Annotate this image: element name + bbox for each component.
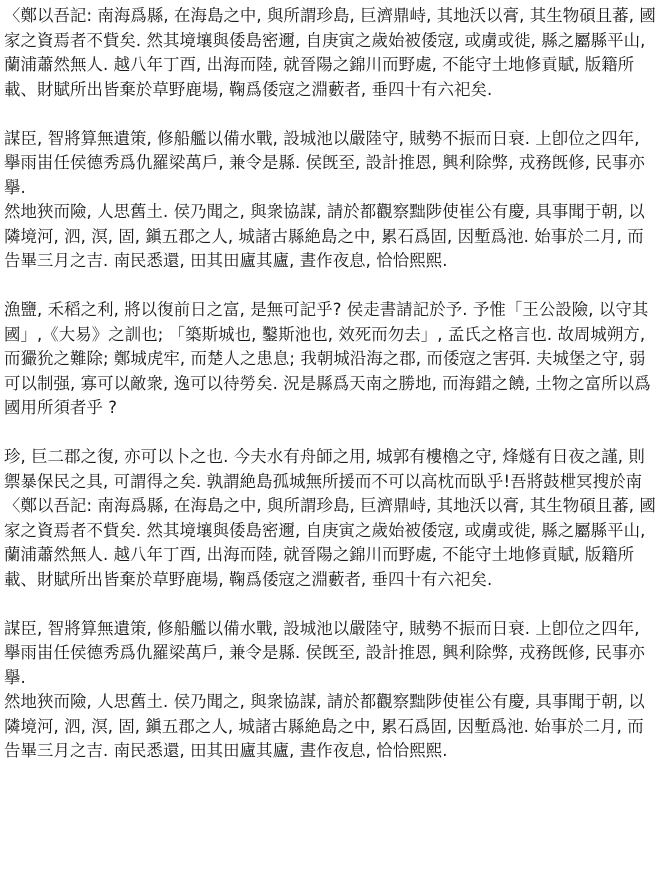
paragraph-gap: [4, 274, 656, 299]
paragraph-gap: [4, 421, 656, 446]
paragraph-3: 然地狹而險, 人思舊土. 侯乃聞之, 與衆協謀, 請於都觀察黜陟使崔公有慶, 具事聞于朝, 以隣境河, 泗, 溟, 固, 鎭五郡之人, 城諸古縣絶島之中, 累石爲固, 因塹爲池. 始事於二月, 而告畢三月之吉. 南民悉還, 田其田廬其廬, 晝作夜息, 恰恰熙熙.: [4, 202, 645, 270]
paragraph-gap: [4, 102, 656, 127]
paragraph-5: 珍, 巨二郡之復, 亦可以卜之也. 今夫水有舟師之用, 城郭有樓櫓之守, 烽燧有日夜之謹, 則禦暴保民之具, 可謂得之矣. 孰謂絶島孤城無所援而不可以高枕而臥乎!吾將鼓枻冥搜於南〈鄭以吾記: 南海爲縣, 在海島之中, 與所謂珍島, 巨濟鼎峙, 其地沃以膏, 其生物碩且蕃, 國家之資焉者不貲矣. 然其境壤與倭島密邇, 自庚寅之歲始被倭寇, 或虜或徙, 縣之屬縣平山, 蘭浦蕭然無人. 越八年丁酉, 出海而陸, 就晉陽之錦川而野處, 不能守土地修貢賦, 版籍所載、財賦所出皆棄於草野鹿場, 鞠爲倭寇之淵藪者, 垂四十有六祀矣.: [4, 447, 656, 589]
paragraph-2: 謀臣, 智將算無遺策, 修船艦以備水戰, 設城池以嚴陸守, 賊勢不振而日衰. 上卽位之四年, 擧雨峀任侯德秀爲仇羅梁萬戶, 兼令是縣. 侯旣至, 設計推恩, 興利除弊, 戎務旣修, 民事亦擧.: [4, 128, 645, 197]
paragraph-4: 漁鹽, 禾稻之利, 將以復前日之富, 是無可記乎? 侯走書請記於予. 予惟「王公設險, 以守其國」,《大易》之訓也; 「築斯城也, 鑿斯池也, 效死而勿去」, 孟氏之格言也. 故周城朔方, 而玁狁之難除; 鄭城虎牢, 而楚人之患息; 我朝城沿海之郡, 而倭寇之害弭. 夫城堡之守, 弱可以制强, 寡可以敵衆, 逸可以待勞矣. 況是縣爲天南之勝地, 而海錯之饒, 土物之富所以爲國用所須者乎 ?: [4, 300, 651, 417]
paragraph-7: 然地狹而險, 人思舊土. 侯乃聞之, 與衆協謀, 請於都觀察黜陟使崔公有慶, 具事聞于朝, 以隣境河, 泗, 溟, 固, 鎭五郡之人, 城諸古縣絶島之中, 累石爲固, 因塹爲池. 始事於二月, 而告畢三月之吉. 南民悉還, 田其田廬其廬, 晝作夜息, 恰恰熙熙.: [4, 692, 645, 760]
paragraph-1: 〈鄭以吾記: 南海爲縣, 在海島之中, 與所謂珍島, 巨濟鼎峙, 其地沃以膏, 其生物碩且蕃, 國家之資焉者不貲矣. 然其境壤與倭島密邇, 自庚寅之歲始被倭寇, 或虜或徙, 縣之屬縣平山, 蘭浦蕭然無人. 越八年丁酉, 出海而陸, 就晉陽之錦川而野處, 不能守土地修貢賦, 版籍所載、財賦所出皆棄於草野鹿場, 鞠爲倭寇之淵藪者, 垂四十有六祀矣.: [4, 6, 656, 99]
paragraph-6: 謀臣, 智將算無遺策, 修船艦以備水戰, 設城池以嚴陸守, 賊勢不振而日衰. 上卽位之四年, 擧雨峀任侯德秀爲仇羅梁萬戶, 兼令是縣. 侯旣至, 設計推恩, 興利除弊, 戎務旣修, 民事亦擧.: [4, 618, 645, 687]
paragraph-gap: [4, 592, 656, 617]
document-body: [4, 4, 656, 764]
